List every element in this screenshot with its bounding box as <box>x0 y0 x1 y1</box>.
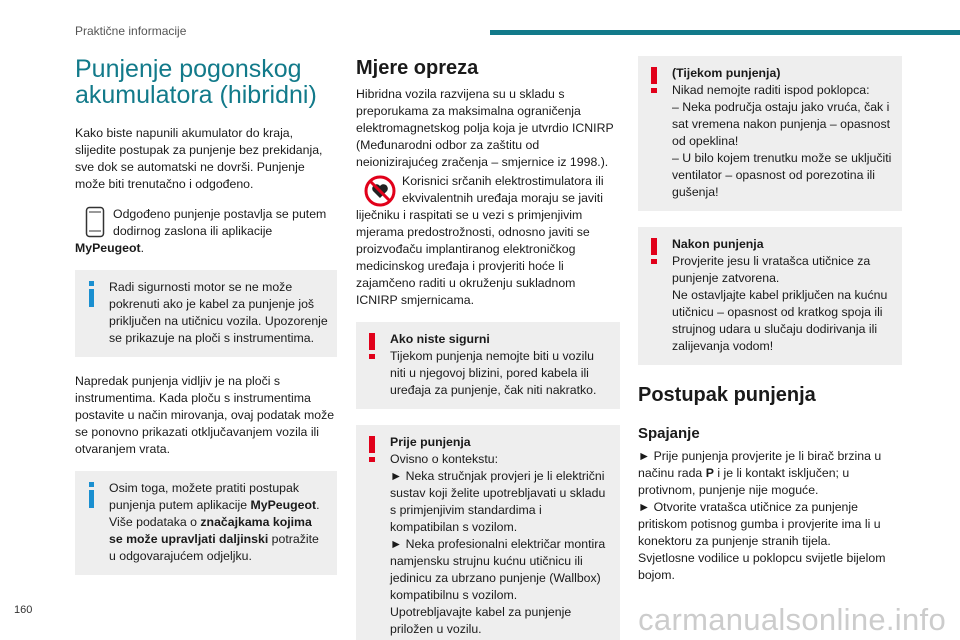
column-1 <box>75 56 337 591</box>
warning-content <box>672 236 893 355</box>
info-text-b: . Više podataka o <box>109 498 320 529</box>
warning-line: Provjerite jesu li vratašca utičnice za punjenje zatvorena. <box>672 254 871 285</box>
info-app-name: MyPeugeot <box>250 498 317 512</box>
charging-procedure-heading: Postupak punjenja <box>638 384 816 406</box>
step-2: ► Otvorite vratašca utičnice za punjenje pritiskom potisnog gumba i provjerite ima li u konektoru za punjenje stranih tijela. <box>638 500 881 548</box>
column-3 <box>638 56 902 584</box>
warning-box-unsure <box>356 322 620 409</box>
info-icon <box>84 482 100 508</box>
warning-box-before-charging <box>356 425 620 640</box>
column-2 <box>356 56 620 640</box>
warning-line: – U bilo kojem trenutku može se uključiti ventilator – opasnost od porezotina ili gušenja! <box>672 151 892 199</box>
info-icon <box>84 281 100 307</box>
page-title: Punjenje pogonskog akumulatora (hibridni) <box>75 55 317 109</box>
info-text-a: Osim toga, možete pratiti postupak punjenja putem aplikacije <box>109 481 300 512</box>
warning-text: Tijekom punjenja nemojte biti u vozilu niti u njegovoj blizini, pored kabela ili uređaja za punjenje, čak niti nakratko. <box>390 349 597 397</box>
info-box-engine <box>75 270 337 357</box>
icnirp-paragraph: Hibridna vozila razvijena su u skladu s preporukama za maksimalna ograničenja elektromagnetskog polja koja je utvrdio ICNIRP (Međunarodni odbor za zaštitu od neionizirajućeg zračenja – smjernice iz 1998.). <box>356 87 614 169</box>
step-3: Svjetlosne vodilice u poklopcu svijetle bijelom bojom. <box>638 551 886 582</box>
info-text: Radi sigurnosti motor se ne može pokrenuti ako je kabel za punjenje još priključen na utičnicu vozila. Upozorenje se prikazuje na ploči s instrumentima. <box>109 280 328 345</box>
info-text <box>109 480 328 565</box>
warning-title: Ako niste sigurni <box>390 332 490 346</box>
step-1 <box>638 448 902 499</box>
app-suffix: . <box>140 241 145 255</box>
pacemaker-warning-icon <box>364 175 396 207</box>
watermark: carmanualsonline.info <box>638 602 946 637</box>
precautions-heading: Mjere opreza <box>356 57 479 79</box>
pacemaker-paragraph <box>356 173 620 309</box>
warning-content <box>672 65 893 201</box>
running-header: Praktične informacije <box>75 24 187 38</box>
warning-line: ► Neka stručnjak provjeri je li električni sustav koji želite upotrebljavati u skladu s primjenjivim standardima i kompatibilan s vozilom. <box>390 469 606 534</box>
warning-line: – Neka područja ostaju jako vruća, čak i sat vremena nakon punjenja – opasnost od opeklina! <box>672 100 891 148</box>
warning-icon <box>647 67 663 93</box>
info-remote-features: značajkama kojima se može upravljati daljinski <box>109 515 312 546</box>
warning-line: ► Neka profesionalni električar montira namjensku strujnu kućnu utičnicu ili jedinicu za ubrzano punjenje (Wallbox) kompatibilnu s vozilom. <box>390 537 606 602</box>
warning-line: Nikad nemojte raditi ispod poklopca: <box>672 83 870 97</box>
warning-icon <box>647 238 663 264</box>
smartphone-icon <box>85 206 105 238</box>
step-1-text-b: i je li kontakt isključen; u protivnom, punjenje nije moguće. <box>638 466 850 497</box>
page-number: 160 <box>14 604 33 616</box>
warning-content <box>390 331 611 399</box>
warning-title: (Tijekom punjenja) <box>672 66 781 80</box>
gear-p-label: P <box>705 466 714 480</box>
intro-paragraph: Kako biste napunili akumulator do kraja, slijedite postupak za punjenje bez prekidanja, sve dok se automatski ne dovrši. Punjenje može biti trenutačno i odgođeno. <box>75 126 323 191</box>
app-paragraph <box>75 206 337 257</box>
app-text: Odgođeno punjenje postavlja se putem dodirnog zaslona ili aplikacije <box>113 207 327 238</box>
warning-icon <box>365 333 381 359</box>
warning-line: Ne ostavljajte kabel priključen na kućnu utičnicu – opasnost od kratkog spoja ili strujnog udara u slučaju dodirivanja ili zalijevanja vodom! <box>672 288 888 353</box>
connecting-subheading: Spajanje <box>638 425 700 442</box>
warning-box-during-charging <box>638 56 902 211</box>
app-name: MyPeugeot <box>75 241 141 255</box>
warning-title: Nakon punjenja <box>672 237 764 251</box>
warning-line: Upotrebljavajte kabel za punjenje priložen u vozilu. <box>390 605 572 636</box>
header-accent-bar <box>490 30 960 35</box>
warning-title: Prije punjenja <box>390 435 471 449</box>
info-box-app <box>75 471 337 575</box>
warning-content <box>390 434 611 638</box>
warning-line: Ovisno o kontekstu: <box>390 452 498 466</box>
warning-box-after-charging <box>638 227 902 365</box>
step-1-text-a: ► Prije punjenja provjerite je li birač brzina u načinu rada <box>638 449 882 480</box>
warning-icon <box>365 436 381 462</box>
progress-paragraph: Napredak punjenja vidljiv je na ploči s instrumentima. Kada ploču s instrumentima postavite u način mirovanja, ovaj podatak može se ponovno prikazati otključavanjem vozila ili otvaranjem vrata. <box>75 374 335 456</box>
pacemaker-text: Korisnici srčanih elektrostimulatora ili ekvivalentnih uređaja moraju se javiti liječniku i raspitati se u vezi s primjenjivim mjerama predostrožnosti, odnosno javiti se proizvođaču implantiranog elektroničkog medicinskog uređaja i provjeriti hoće li zajamčeno raditi u okruženju sukladnom ICNIRP smjernicama. <box>356 174 604 307</box>
info-text-c: potražite u odgovarajućem odjeljku. <box>109 532 319 563</box>
